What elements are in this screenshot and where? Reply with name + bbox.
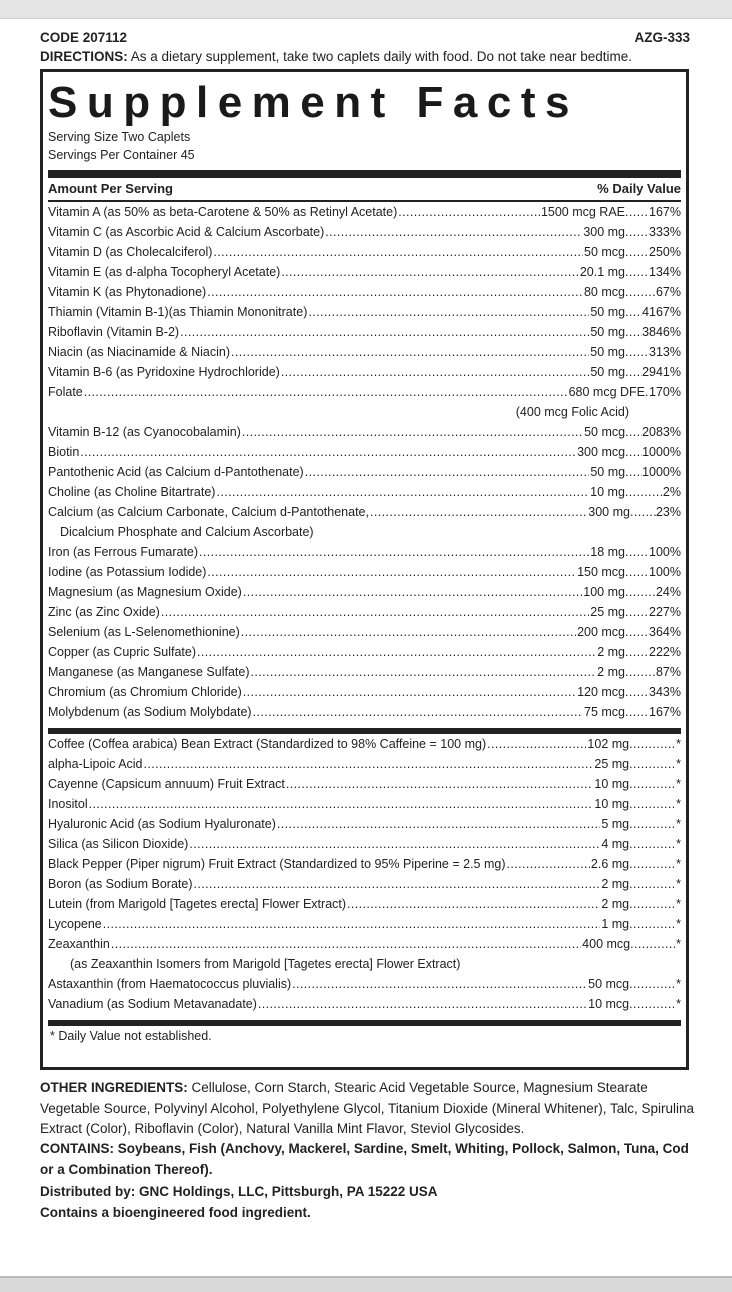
nutrient-row bbox=[48, 814, 681, 834]
nutrient-name: Vitamin C (as Ascorbic Acid & Calcium Ascorbate) bbox=[48, 225, 325, 239]
nutrient-amount: 50 mcg bbox=[584, 245, 626, 259]
directions-text: As a dietary supplement, take two caplets daily with food. Do not take near bedtime. bbox=[130, 49, 633, 64]
nutrient-daily-value: 167% bbox=[649, 705, 681, 719]
nutrient-name: Astaxanthin (from Haematococcus pluvialis) bbox=[48, 977, 292, 991]
calcium-continuation: Dicalcium Phosphate and Calcium Ascorbate) bbox=[60, 525, 314, 539]
nutrient-row bbox=[48, 202, 681, 222]
nutrient-amount: 20.1 mg bbox=[579, 265, 626, 279]
nutrient-name: Vitamin B-6 (as Pyridoxine Hydrochloride) bbox=[48, 365, 280, 379]
nutrient-daily-value: * bbox=[676, 777, 681, 791]
nutrient-name: Chromium (as Chromium Chloride) bbox=[48, 685, 242, 699]
nutrient-name: Niacin (as Niacinamide & Niacin) bbox=[48, 345, 231, 359]
facts-title: Supplement Facts bbox=[48, 78, 579, 127]
nutrient-name: alpha-Lipoic Acid bbox=[48, 757, 143, 771]
nutrient-amount: 10 mg bbox=[590, 485, 625, 499]
nutrient-row bbox=[48, 774, 681, 794]
nutrient-name: Vitamin B-12 (as Cyanocobalamin) bbox=[48, 425, 241, 439]
nutrient-amount: 75 mcg bbox=[584, 705, 626, 719]
nutrient-amount: 50 mcg bbox=[588, 977, 630, 991]
nutrient-amount: 300 mcg bbox=[577, 445, 626, 459]
nutrient-name: Iodine (as Potassium Iodide) bbox=[48, 565, 207, 579]
nutrient-row bbox=[48, 914, 681, 934]
nutrient-daily-value: * bbox=[676, 877, 681, 891]
nutrient-row bbox=[48, 894, 681, 914]
nutrient-amount: 10 mg bbox=[594, 797, 630, 811]
nutrient-daily-value: 100% bbox=[649, 565, 681, 579]
lot-code: AZG-333 bbox=[634, 30, 690, 45]
nutrient-daily-value: 167% bbox=[649, 205, 681, 219]
nutrient-name: Riboflavin (Vitamin B-2) bbox=[48, 325, 180, 339]
minerals-list bbox=[48, 542, 681, 722]
footnote: * Daily Value not established. bbox=[50, 1029, 212, 1043]
nutrient-name: Hyaluronic Acid (as Sodium Hyaluronate) bbox=[48, 817, 276, 831]
nutrient-amount: 200 mcg bbox=[577, 625, 626, 639]
nutrient-amount: 50 mg bbox=[590, 345, 626, 359]
nutrient-name: Zinc (as Zinc Oxide) bbox=[48, 605, 160, 619]
nutrient-amount: 100 mg bbox=[583, 585, 625, 599]
nutrient-row bbox=[48, 622, 681, 642]
nutrient-daily-value: 87% bbox=[655, 665, 681, 679]
nutrient-row bbox=[48, 482, 681, 502]
nutrient-amount: 2 mg bbox=[597, 645, 626, 659]
nutrient-row bbox=[48, 362, 681, 382]
nutrient-amount: 50 mcg bbox=[584, 425, 626, 439]
nutrient-row bbox=[48, 342, 681, 362]
nutrient-row-folate: Folate ..... 680 mcg DFE ..... 170% bbox=[48, 382, 681, 402]
nutrient-name: Vitamin K (as Phytonadione) bbox=[48, 285, 207, 299]
nutrient-amount: 120 mcg bbox=[577, 685, 626, 699]
nutrient-row bbox=[48, 642, 681, 662]
nutrient-daily-value: 222% bbox=[649, 645, 681, 659]
nutrient-name: Copper (as Cupric Sulfate) bbox=[48, 645, 196, 659]
nutrient-daily-value: 1000% bbox=[642, 445, 681, 459]
nutrient-row bbox=[48, 682, 681, 702]
nutrient-row-zeaxanthin: Zeaxanthin ..... 400 mcg ..... * bbox=[48, 934, 681, 954]
nutrient-amount: 300 mg bbox=[583, 225, 626, 239]
nutrient-daily-value: 333% bbox=[649, 225, 681, 239]
package-top-edge bbox=[0, 0, 732, 19]
nutrient-row bbox=[48, 222, 681, 242]
nutrient-row bbox=[48, 582, 681, 602]
nutrient-name: Vitamin E (as d-alpha Tocopheryl Acetate) bbox=[48, 265, 281, 279]
nutrient-name: Boron (as Sodium Borate) bbox=[48, 877, 193, 891]
nutrient-amount: 2 mg bbox=[601, 877, 630, 891]
nutrient-amount: 25 mg bbox=[590, 605, 626, 619]
supplement-facts-panel bbox=[40, 69, 689, 1070]
nutrient-row bbox=[48, 242, 681, 262]
nutrient-daily-value: 343% bbox=[649, 685, 681, 699]
nutrient-name: Lycopene bbox=[48, 917, 102, 931]
nutrient-amount: 5 mg bbox=[601, 817, 630, 831]
nutrient-name: Black Pepper (Piper nigrum) Fruit Extract (Standardized to 95% Piperine = 2.5 mg) bbox=[48, 857, 506, 871]
nutrient-row bbox=[48, 602, 681, 622]
nutrient-amount: 2 mg bbox=[601, 897, 630, 911]
nutrient-row bbox=[48, 874, 681, 894]
nutrient-row bbox=[48, 442, 681, 462]
nutrient-row bbox=[48, 994, 681, 1014]
distributor-line: Distributed by: GNC Holdings, LLC, Pittsburgh, PA 15222 USA bbox=[40, 1184, 438, 1199]
nutrient-daily-value: 100% bbox=[649, 545, 681, 559]
nutrient-row bbox=[48, 322, 681, 342]
nutrient-row bbox=[48, 422, 681, 442]
nutrient-amount: 50 mg bbox=[590, 305, 626, 319]
nutrient-daily-value: 250% bbox=[649, 245, 681, 259]
nutrient-daily-value: 4167% bbox=[642, 305, 681, 319]
column-headers bbox=[48, 178, 681, 200]
nutrient-daily-value: * bbox=[676, 897, 681, 911]
nutrient-amount: 102 mg bbox=[587, 737, 630, 751]
nutrient-daily-value: 3846% bbox=[642, 325, 681, 339]
nutrient-name: Lutein (from Marigold [Tagetes erecta] Flower Extract) bbox=[48, 897, 347, 911]
nutrient-name: Silica (as Silicon Dioxide) bbox=[48, 837, 189, 851]
nutrient-daily-value: * bbox=[676, 837, 681, 851]
nutrient-amount: 10 mcg bbox=[588, 997, 630, 1011]
thick-divider bbox=[48, 170, 681, 178]
nutrient-name: Cayenne (Capsicum annuum) Fruit Extract bbox=[48, 777, 285, 791]
servings-per-container: Servings Per Container 45 bbox=[48, 148, 195, 162]
nutrient-name: Thiamin (Vitamin B-1)(as Thiamin Mononitrate) bbox=[48, 305, 308, 319]
bioengineered-statement: Contains a bioengineered food ingredient. bbox=[40, 1205, 311, 1220]
nutrient-row bbox=[48, 834, 681, 854]
nutrient-amount: 4 mg bbox=[601, 837, 630, 851]
nutrient-daily-value: * bbox=[676, 977, 681, 991]
nutrient-amount: 50 mg bbox=[590, 325, 626, 339]
zeaxanthin-continuation: (as Zeaxanthin Isomers from Marigold [Tagetes erecta] Flower Extract) bbox=[70, 957, 461, 971]
nutrient-name: Iron (as Ferrous Fumarate) bbox=[48, 545, 199, 559]
nutrient-daily-value: * bbox=[676, 817, 681, 831]
nutrient-row bbox=[48, 302, 681, 322]
nutrient-row bbox=[48, 754, 681, 774]
nutrient-daily-value: 2% bbox=[662, 485, 681, 499]
code-line bbox=[40, 29, 690, 47]
b-group-list bbox=[48, 422, 681, 502]
nutrient-row bbox=[48, 662, 681, 682]
nutrient-row bbox=[48, 562, 681, 582]
nutrient-row-calcium: Calcium (as Calcium Carbonate, Calcium d-Pantothenate, ..... 300 mg ..... 23% bbox=[48, 502, 681, 522]
nutrient-amount: 1 mg bbox=[601, 917, 630, 931]
nutrient-amount: 80 mcg bbox=[583, 285, 625, 299]
nutrient-daily-value: * bbox=[676, 997, 681, 1011]
other-ingredients-list bbox=[48, 734, 681, 934]
vitamins-list bbox=[48, 202, 681, 382]
nutrient-name: Inositol bbox=[48, 797, 88, 811]
nutrient-daily-value: 1000% bbox=[642, 465, 681, 479]
nutrient-amount: 1500 mcg RAE bbox=[540, 205, 626, 219]
nutrient-name: Coffee (Coffea arabica) Bean Extract (Standardized to 98% Caffeine = 100 mg) bbox=[48, 737, 487, 751]
other-ingredients-list-2 bbox=[48, 974, 681, 1014]
directions bbox=[40, 48, 690, 66]
folate-note: (400 mcg Folic Acid) bbox=[515, 405, 629, 419]
amount-per-serving-header: Amount Per Serving bbox=[48, 181, 173, 196]
nutrient-row bbox=[48, 702, 681, 722]
nutrient-name: Biotin bbox=[48, 445, 80, 459]
nutrient-row bbox=[48, 734, 681, 754]
nutrient-name: Pantothenic Acid (as Calcium d-Pantothenate) bbox=[48, 465, 304, 479]
product-code: CODE 207112 bbox=[40, 30, 128, 45]
nutrient-row bbox=[48, 282, 681, 302]
nutrient-amount: 50 mg bbox=[590, 465, 626, 479]
nutrient-daily-value: * bbox=[676, 737, 681, 751]
nutrient-amount: 10 mg bbox=[594, 777, 630, 791]
nutrient-daily-value: 313% bbox=[649, 345, 681, 359]
nutrient-daily-value: 67% bbox=[655, 285, 681, 299]
nutrient-name: Molybdenum (as Sodium Molybdate) bbox=[48, 705, 252, 719]
nutrient-daily-value: * bbox=[676, 797, 681, 811]
nutrient-daily-value: * bbox=[676, 917, 681, 931]
other-ingredients-label: OTHER INGREDIENTS: bbox=[40, 1080, 188, 1095]
nutrient-daily-value: * bbox=[676, 757, 681, 771]
directions-label: DIRECTIONS: bbox=[40, 49, 128, 64]
nutrient-row bbox=[48, 462, 681, 482]
nutrient-row bbox=[48, 974, 681, 994]
nutrient-name: Manganese (as Manganese Sulfate) bbox=[48, 665, 250, 679]
other-ingredients-text: Cellulose, Corn Starch, Stearic Acid Vegetable Source, Magnesium Stearate Vegetable Source, Polyvinyl Alcohol, Polyethylene Glycol, Titanium Dioxide (Mineral Whitener), Talc, Spirulina Extract (Color), Riboflavin (Color), Natural Vanilla Mint Flavor, Steviol Glycosides. bbox=[40, 1080, 695, 1137]
nutrient-row bbox=[48, 262, 681, 282]
nutrient-daily-value: 364% bbox=[649, 625, 681, 639]
nutrient-name: Magnesium (as Magnesium Oxide) bbox=[48, 585, 242, 599]
nutrient-amount: 2 mg bbox=[597, 665, 625, 679]
nutrient-row bbox=[48, 542, 681, 562]
serving-size: Serving Size Two Caplets bbox=[48, 130, 191, 144]
nutrient-amount: 150 mcg bbox=[577, 565, 626, 579]
nutrient-name: Selenium (as L-Selenomethionine) bbox=[48, 625, 240, 639]
nutrient-amount: 18 mg bbox=[590, 545, 626, 559]
nutrient-daily-value: 2083% bbox=[642, 425, 681, 439]
nutrient-amount: 50 mg bbox=[590, 365, 626, 379]
nutrient-row bbox=[48, 854, 681, 874]
nutrient-name: Vanadium (as Sodium Metavanadate) bbox=[48, 997, 257, 1011]
nutrient-name: Choline (as Choline Bitartrate) bbox=[48, 485, 216, 499]
nutrient-daily-value: 2941% bbox=[642, 365, 681, 379]
daily-value-header: % Daily Value bbox=[597, 181, 681, 196]
nutrient-daily-value: * bbox=[676, 857, 681, 871]
allergen-statement: CONTAINS: Soybeans, Fish (Anchovy, Mackerel, Sardine, Smelt, Whiting, Pollock, Salmon, Tuna, Cod or a Combination Thereof). bbox=[40, 1141, 689, 1177]
nutrient-daily-value: 134% bbox=[649, 265, 681, 279]
nutrient-row bbox=[48, 794, 681, 814]
other-ingredients bbox=[40, 1078, 695, 1140]
nutrient-daily-value: 24% bbox=[655, 585, 681, 599]
nutrient-name: Vitamin D (as Cholecalciferol) bbox=[48, 245, 213, 259]
nutrient-amount: 25 mg bbox=[594, 757, 630, 771]
nutrient-name: Vitamin A (as 50% as beta-Carotene & 50% as Retinyl Acetate) bbox=[48, 205, 398, 219]
nutrient-daily-value: 227% bbox=[649, 605, 681, 619]
nutrient-amount: 2.6 mg bbox=[590, 857, 630, 871]
